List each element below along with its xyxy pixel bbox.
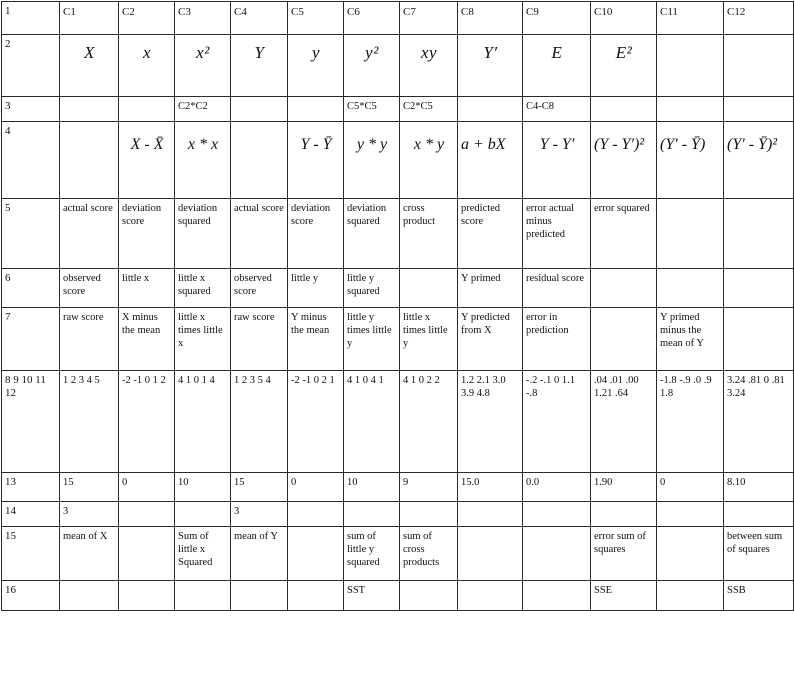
text-cell [119, 502, 175, 527]
table-row [2, 2, 794, 35]
table-row [2, 581, 794, 611]
text-cell [657, 199, 724, 269]
text-cell: 0 [119, 473, 175, 502]
column-header: C8 [458, 2, 523, 35]
text-cell: deviation squared [175, 199, 231, 269]
text-cell: cross product [400, 199, 458, 269]
formula-text: (Y - Y′)² [594, 136, 645, 153]
data-values-cell: .04 .01 .00 1.21 .64 [591, 371, 657, 473]
formula-cell [591, 122, 657, 199]
variable-symbol-cell [724, 35, 794, 97]
text-cell [400, 502, 458, 527]
text-cell: residual score [523, 269, 591, 308]
variable-symbol: x² [196, 43, 210, 62]
text-cell: 15 [60, 473, 119, 502]
column-header: C7 [400, 2, 458, 35]
text-cell [657, 527, 724, 581]
text-cell: little x times little y [400, 308, 458, 371]
text-cell [657, 502, 724, 527]
row-number: 14 [2, 502, 60, 527]
table-row [2, 527, 794, 581]
text-cell [523, 527, 591, 581]
variable-symbol-cell [60, 35, 119, 97]
data-values-cell: 1 2 3 5 4 [231, 371, 288, 473]
text-cell: 0.0 [523, 473, 591, 502]
text-cell: X minus the mean [119, 308, 175, 371]
text-cell: little y times little y [344, 308, 400, 371]
text-cell [458, 581, 523, 611]
row-number: 1 [2, 2, 60, 35]
variable-symbol-cell [231, 35, 288, 97]
text-cell [175, 502, 231, 527]
text-cell [523, 581, 591, 611]
text-cell [591, 269, 657, 308]
formula-cell [400, 122, 458, 199]
table-row [2, 371, 794, 473]
worksheet-body [2, 2, 794, 611]
formula-text: Y - Y′ [539, 136, 575, 153]
row-number: 15 [2, 527, 60, 581]
text-cell: 0 [288, 473, 344, 502]
row-number: 8 9 10 11 12 [2, 371, 60, 473]
text-cell: actual score [231, 199, 288, 269]
row-number: 5 [2, 199, 60, 269]
variable-symbol-cell [523, 35, 591, 97]
text-cell: C2*C2 [175, 97, 231, 122]
formula-cell [60, 122, 119, 199]
formula-cell [288, 122, 344, 199]
text-cell [119, 581, 175, 611]
text-cell: mean of Y [231, 527, 288, 581]
text-cell: Y minus the mean [288, 308, 344, 371]
text-cell: observed score [231, 269, 288, 308]
text-cell [288, 527, 344, 581]
text-cell: SSB [724, 581, 794, 611]
text-cell: error in prediction [523, 308, 591, 371]
text-cell: deviation score [288, 199, 344, 269]
text-cell [458, 502, 523, 527]
variable-symbol: E² [615, 43, 633, 62]
formula-text: Y - Ȳ [300, 136, 332, 153]
text-cell: 10 [344, 473, 400, 502]
text-cell [657, 269, 724, 308]
formula-cell [119, 122, 175, 199]
row-number: 13 [2, 473, 60, 502]
text-cell: raw score [231, 308, 288, 371]
formula-cell [523, 122, 591, 199]
row-number: 2 [2, 35, 60, 97]
text-cell [724, 199, 794, 269]
text-cell [523, 502, 591, 527]
variable-symbol: x [142, 43, 152, 62]
column-header: C10 [591, 2, 657, 35]
table-row [2, 97, 794, 122]
text-cell: 9 [400, 473, 458, 502]
text-cell: 3 [231, 502, 288, 527]
column-header: C2 [119, 2, 175, 35]
text-cell: sum of cross products [400, 527, 458, 581]
formula-cell [344, 122, 400, 199]
formula-text: x * x [187, 136, 219, 153]
column-header: C12 [724, 2, 794, 35]
text-cell: deviation squared [344, 199, 400, 269]
text-cell [657, 97, 724, 122]
table-row [2, 308, 794, 371]
row-number: 7 [2, 308, 60, 371]
data-values-cell: 3.24 .81 0 .81 3.24 [724, 371, 794, 473]
text-cell: observed score [60, 269, 119, 308]
text-cell: 15 [231, 473, 288, 502]
formula-cell [657, 122, 724, 199]
variable-symbol-cell [400, 35, 458, 97]
variable-symbol-cell [657, 35, 724, 97]
text-cell [657, 581, 724, 611]
table-row [2, 502, 794, 527]
variable-symbol-cell [288, 35, 344, 97]
row-number: 3 [2, 97, 60, 122]
text-cell: little x [119, 269, 175, 308]
text-cell: error squared [591, 199, 657, 269]
text-cell: Y predicted from X [458, 308, 523, 371]
variable-symbol: y² [365, 43, 379, 62]
text-cell: 8.10 [724, 473, 794, 502]
variable-symbol: Y′ [483, 43, 498, 62]
text-cell: between sum of squares [724, 527, 794, 581]
formula-cell [231, 122, 288, 199]
data-values-cell: -1.8 -.9 .0 .9 1.8 [657, 371, 724, 473]
formula-cell [724, 122, 794, 199]
variable-symbol-cell [591, 35, 657, 97]
row-number: 16 [2, 581, 60, 611]
text-cell [288, 581, 344, 611]
text-cell [344, 502, 400, 527]
formula-text: (Y′ - Ȳ)² [727, 136, 778, 153]
table-row [2, 199, 794, 269]
variable-symbol-cell [175, 35, 231, 97]
text-cell: sum of little y squared [344, 527, 400, 581]
table-row [2, 269, 794, 308]
column-header: C1 [60, 2, 119, 35]
text-cell: deviation score [119, 199, 175, 269]
text-cell [724, 97, 794, 122]
column-header: C11 [657, 2, 724, 35]
text-cell: SSE [591, 581, 657, 611]
text-cell: little x squared [175, 269, 231, 308]
text-cell: 10 [175, 473, 231, 502]
text-cell [724, 269, 794, 308]
text-cell: 15.0 [458, 473, 523, 502]
data-values-cell: -.2 -.1 0 1.1 -.8 [523, 371, 591, 473]
text-cell: C4-C8 [523, 97, 591, 122]
text-cell: little x times little x [175, 308, 231, 371]
text-cell: C2*C5 [400, 97, 458, 122]
text-cell [60, 581, 119, 611]
regression-worksheet-table [1, 1, 794, 611]
text-cell [591, 97, 657, 122]
text-cell [231, 97, 288, 122]
formula-cell [175, 122, 231, 199]
column-header: C3 [175, 2, 231, 35]
column-header: C5 [288, 2, 344, 35]
variable-symbol-cell [458, 35, 523, 97]
text-cell [591, 502, 657, 527]
column-header: C9 [523, 2, 591, 35]
text-cell [119, 527, 175, 581]
text-cell [724, 308, 794, 371]
table-row [2, 473, 794, 502]
data-values-cell: 4 1 0 2 2 [400, 371, 458, 473]
text-cell: mean of X [60, 527, 119, 581]
text-cell: 0 [657, 473, 724, 502]
variable-symbol: E [551, 43, 563, 62]
column-header: C6 [344, 2, 400, 35]
text-cell [458, 527, 523, 581]
text-cell [724, 502, 794, 527]
text-cell: 1.90 [591, 473, 657, 502]
variable-symbol: y [311, 43, 321, 62]
text-cell: predicted score [458, 199, 523, 269]
row-number: 4 [2, 122, 60, 199]
text-cell [591, 308, 657, 371]
text-cell: little y squared [344, 269, 400, 308]
formula-text: x * y [413, 136, 445, 153]
text-cell [288, 502, 344, 527]
row-number: 6 [2, 269, 60, 308]
text-cell [60, 97, 119, 122]
text-cell: SST [344, 581, 400, 611]
data-values-cell: -2 -1 0 2 1 [288, 371, 344, 473]
data-values-cell: -2 -1 0 1 2 [119, 371, 175, 473]
text-cell [288, 97, 344, 122]
text-cell: error actual minus predicted [523, 199, 591, 269]
variable-symbol: X [84, 43, 95, 62]
variable-symbol: Y [254, 43, 265, 62]
data-values-cell: 1 2 3 4 5 [60, 371, 119, 473]
variable-symbol-cell [119, 35, 175, 97]
table-row [2, 35, 794, 97]
text-cell: C5*C5 [344, 97, 400, 122]
text-cell: Y primed [458, 269, 523, 308]
formula-text: y * y [356, 136, 388, 153]
data-values-cell: 4 1 0 4 1 [344, 371, 400, 473]
variable-symbol-cell [344, 35, 400, 97]
text-cell: little y [288, 269, 344, 308]
text-cell: Sum of little x Squared [175, 527, 231, 581]
formula-text: (Y′ - Ȳ) [660, 136, 706, 153]
text-cell: raw score [60, 308, 119, 371]
text-cell: Y primed minus the mean of Y [657, 308, 724, 371]
data-values-cell: 1.2 2.1 3.0 3.9 4.8 [458, 371, 523, 473]
text-cell [175, 581, 231, 611]
formula-cell [458, 122, 523, 199]
table-row [2, 122, 794, 199]
data-values-cell: 4 1 0 1 4 [175, 371, 231, 473]
text-cell [400, 581, 458, 611]
text-cell: actual score [60, 199, 119, 269]
formula-text: a + bX [461, 136, 506, 153]
text-cell [119, 97, 175, 122]
column-header: C4 [231, 2, 288, 35]
formula-text: X - X̄ [130, 136, 164, 153]
text-cell [400, 269, 458, 308]
variable-symbol: xy [420, 43, 438, 62]
text-cell: error sum of squares [591, 527, 657, 581]
text-cell: 3 [60, 502, 119, 527]
text-cell [231, 581, 288, 611]
text-cell [458, 97, 523, 122]
